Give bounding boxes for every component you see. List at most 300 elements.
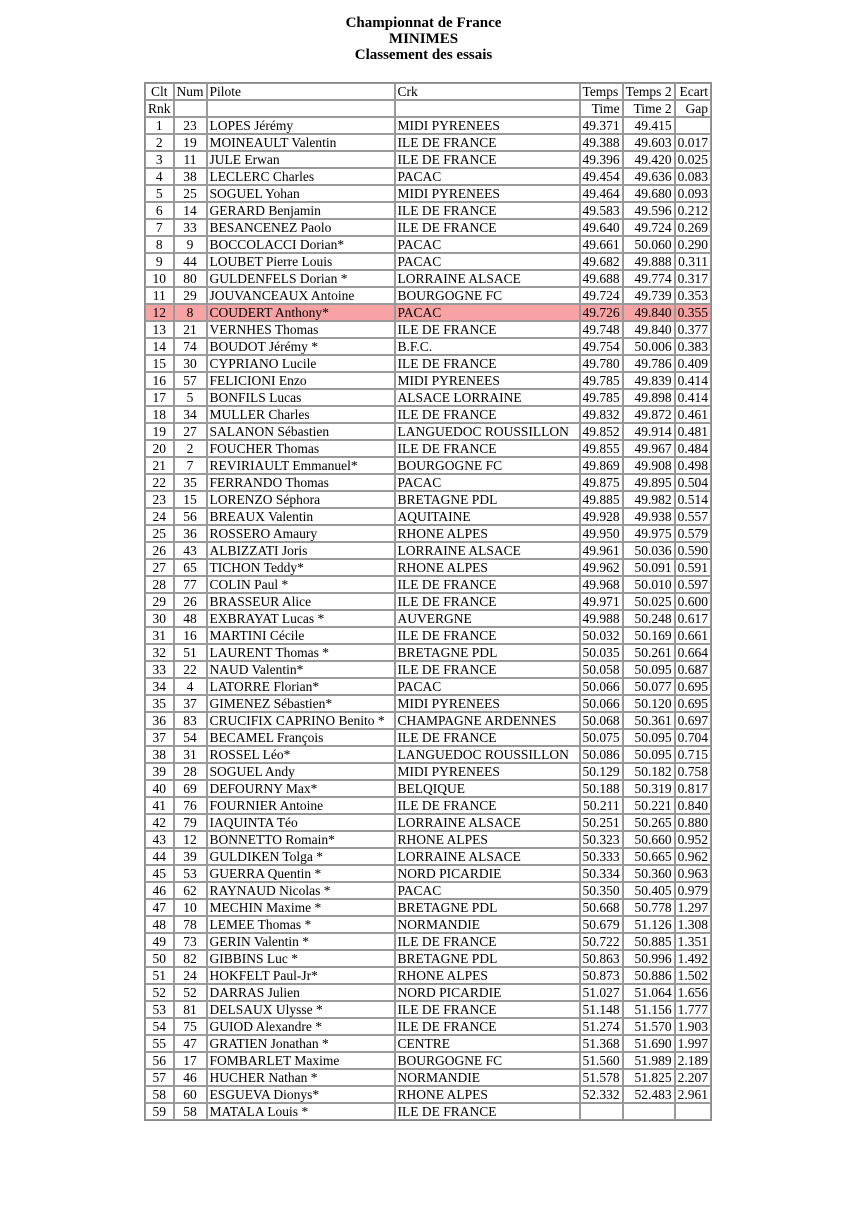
- gap-cell: 0.591: [675, 559, 711, 576]
- driver-name-cell: EXBRAYAT Lucas *: [207, 610, 395, 627]
- driver-name-cell: BREAUX Valentin: [207, 508, 395, 525]
- region-cell: CHAMPAGNE ARDENNES: [395, 712, 580, 729]
- number-cell: 24: [174, 967, 207, 984]
- rank-cell: 45: [145, 865, 174, 882]
- driver-name-cell: DELSAUX Ulysse *: [207, 1001, 395, 1018]
- time2-cell: 50.319: [623, 780, 675, 797]
- table-row: [145, 202, 711, 219]
- region-cell: BRETAGNE PDL: [395, 899, 580, 916]
- number-cell: 9: [174, 236, 207, 253]
- gap-cell: 2.207: [675, 1069, 711, 1086]
- number-cell: 35: [174, 474, 207, 491]
- gap-cell: 0.311: [675, 253, 711, 270]
- time-cell: 50.350: [580, 882, 623, 899]
- rank-cell: 49: [145, 933, 174, 950]
- gap-cell: 0.290: [675, 236, 711, 253]
- table-row: [145, 219, 711, 236]
- time-cell: 49.971: [580, 593, 623, 610]
- region-cell: AQUITAINE: [395, 508, 580, 525]
- rank-cell: 52: [145, 984, 174, 1001]
- table-row: [145, 695, 711, 712]
- column-subheader-empty: [395, 100, 580, 117]
- time2-cell: 50.361: [623, 712, 675, 729]
- table-row: [145, 287, 711, 304]
- number-cell: 80: [174, 270, 207, 287]
- time2-cell: 49.415: [623, 117, 675, 134]
- region-cell: NORMANDIE: [395, 916, 580, 933]
- table-row: [145, 712, 711, 729]
- driver-name-cell: GERIN Valentin *: [207, 933, 395, 950]
- time2-cell: 50.077: [623, 678, 675, 695]
- time2-cell: 49.839: [623, 372, 675, 389]
- time-cell: 49.875: [580, 474, 623, 491]
- table-row: [145, 559, 711, 576]
- driver-name-cell: DEFOURNY Max*: [207, 780, 395, 797]
- time2-cell: 50.060: [623, 236, 675, 253]
- time-cell: 49.832: [580, 406, 623, 423]
- time2-cell: 50.778: [623, 899, 675, 916]
- number-cell: 76: [174, 797, 207, 814]
- driver-name-cell: LOUBET Pierre Louis: [207, 253, 395, 270]
- time2-cell: 50.265: [623, 814, 675, 831]
- time2-cell: 50.091: [623, 559, 675, 576]
- table-row: [145, 134, 711, 151]
- time2-cell: 50.006: [623, 338, 675, 355]
- time2-cell: 51.156: [623, 1001, 675, 1018]
- time-cell: 49.454: [580, 168, 623, 185]
- gap-cell: 0.409: [675, 355, 711, 372]
- gap-cell: 0.414: [675, 372, 711, 389]
- region-cell: RHONE ALPES: [395, 559, 580, 576]
- table-row: [145, 474, 711, 491]
- driver-name-cell: ROSSEL Léo*: [207, 746, 395, 763]
- number-cell: 16: [174, 627, 207, 644]
- table-row: [145, 865, 711, 882]
- number-cell: 29: [174, 287, 207, 304]
- gap-cell: 0.481: [675, 423, 711, 440]
- column-header-clt: Clt: [145, 83, 174, 100]
- driver-name-cell: BONNETTO Romain*: [207, 831, 395, 848]
- rank-cell: 43: [145, 831, 174, 848]
- rank-cell: 15: [145, 355, 174, 372]
- region-cell: RHONE ALPES: [395, 831, 580, 848]
- region-cell: RHONE ALPES: [395, 967, 580, 984]
- time-cell: 50.075: [580, 729, 623, 746]
- gap-cell: 0.484: [675, 440, 711, 457]
- table-row: [145, 525, 711, 542]
- driver-name-cell: GUERRA Quentin *: [207, 865, 395, 882]
- driver-name-cell: FOMBARLET Maxime: [207, 1052, 395, 1069]
- rank-cell: 8: [145, 236, 174, 253]
- driver-name-cell: HUCHER Nathan *: [207, 1069, 395, 1086]
- rank-cell: 25: [145, 525, 174, 542]
- region-cell: BOURGOGNE FC: [395, 1052, 580, 1069]
- time-cell: 49.968: [580, 576, 623, 593]
- rank-cell: 58: [145, 1086, 174, 1103]
- gap-cell: 1.656: [675, 984, 711, 1001]
- rank-cell: 35: [145, 695, 174, 712]
- number-cell: 56: [174, 508, 207, 525]
- table-row: [145, 1001, 711, 1018]
- driver-name-cell: DARRAS Julien: [207, 984, 395, 1001]
- time2-cell: 49.724: [623, 219, 675, 236]
- rank-cell: 31: [145, 627, 174, 644]
- driver-name-cell: MATALA Louis *: [207, 1103, 395, 1120]
- column-header-ecart: Ecart: [675, 83, 711, 100]
- number-cell: 44: [174, 253, 207, 270]
- rank-cell: 44: [145, 848, 174, 865]
- time2-cell: [623, 1103, 675, 1120]
- driver-name-cell: GRATIEN Jonathan *: [207, 1035, 395, 1052]
- gap-cell: 0.687: [675, 661, 711, 678]
- time2-cell: 49.888: [623, 253, 675, 270]
- time2-cell: 49.908: [623, 457, 675, 474]
- time2-cell: 50.025: [623, 593, 675, 610]
- time2-cell: 50.120: [623, 695, 675, 712]
- region-cell: ILE DE FRANCE: [395, 355, 580, 372]
- number-cell: 28: [174, 763, 207, 780]
- time2-cell: 49.895: [623, 474, 675, 491]
- table-row: [145, 542, 711, 559]
- number-cell: 73: [174, 933, 207, 950]
- column-header-pilote: Pilote: [207, 83, 395, 100]
- time-cell: 50.066: [580, 678, 623, 695]
- table-row: [145, 270, 711, 287]
- rank-cell: 36: [145, 712, 174, 729]
- time-cell: 49.852: [580, 423, 623, 440]
- rank-cell: 19: [145, 423, 174, 440]
- gap-cell: 0.269: [675, 219, 711, 236]
- number-cell: 62: [174, 882, 207, 899]
- rank-cell: 23: [145, 491, 174, 508]
- number-cell: 78: [174, 916, 207, 933]
- table-row: [145, 168, 711, 185]
- number-cell: 14: [174, 202, 207, 219]
- region-cell: MIDI PYRENEES: [395, 763, 580, 780]
- driver-name-cell: GULDIKEN Tolga *: [207, 848, 395, 865]
- rank-cell: 59: [145, 1103, 174, 1120]
- rank-cell: 22: [145, 474, 174, 491]
- number-cell: 47: [174, 1035, 207, 1052]
- time2-cell: 49.603: [623, 134, 675, 151]
- region-cell: MIDI PYRENEES: [395, 185, 580, 202]
- rank-cell: 42: [145, 814, 174, 831]
- rank-cell: 48: [145, 916, 174, 933]
- table-row-highlighted: [145, 304, 711, 321]
- number-cell: 17: [174, 1052, 207, 1069]
- region-cell: LANGUEDOC ROUSSILLON: [395, 746, 580, 763]
- time-cell: 51.368: [580, 1035, 623, 1052]
- time2-cell: 49.840: [623, 304, 675, 321]
- rank-cell: 28: [145, 576, 174, 593]
- region-cell: BRETAGNE PDL: [395, 644, 580, 661]
- gap-cell: [675, 117, 711, 134]
- number-cell: 43: [174, 542, 207, 559]
- gap-cell: 0.661: [675, 627, 711, 644]
- time-cell: 50.334: [580, 865, 623, 882]
- region-cell: PACAC: [395, 304, 580, 321]
- table-row: [145, 372, 711, 389]
- time-cell: 49.396: [580, 151, 623, 168]
- time2-cell: 49.914: [623, 423, 675, 440]
- rank-cell: 13: [145, 321, 174, 338]
- rank-cell: 3: [145, 151, 174, 168]
- region-cell: NORD PICARDIE: [395, 865, 580, 882]
- number-cell: 82: [174, 950, 207, 967]
- time-cell: 50.066: [580, 695, 623, 712]
- number-cell: 51: [174, 644, 207, 661]
- number-cell: 23: [174, 117, 207, 134]
- number-cell: 77: [174, 576, 207, 593]
- gap-cell: 0.979: [675, 882, 711, 899]
- number-cell: 34: [174, 406, 207, 423]
- time-cell: 50.086: [580, 746, 623, 763]
- table-row: [145, 984, 711, 1001]
- driver-name-cell: LOPES Jérémy: [207, 117, 395, 134]
- gap-cell: 1.308: [675, 916, 711, 933]
- column-subheader-empty: [174, 100, 207, 117]
- table-row: [145, 253, 711, 270]
- driver-name-cell: BOUDOT Jérémy *: [207, 338, 395, 355]
- rank-cell: 26: [145, 542, 174, 559]
- driver-name-cell: FELICIONI Enzo: [207, 372, 395, 389]
- number-cell: 54: [174, 729, 207, 746]
- number-cell: 60: [174, 1086, 207, 1103]
- gap-cell: 0.695: [675, 695, 711, 712]
- driver-name-cell: MARTINI Cécile: [207, 627, 395, 644]
- number-cell: 65: [174, 559, 207, 576]
- gap-cell: 0.840: [675, 797, 711, 814]
- table-row: [145, 627, 711, 644]
- gap-cell: 1.502: [675, 967, 711, 984]
- rank-cell: 7: [145, 219, 174, 236]
- time2-cell: 49.636: [623, 168, 675, 185]
- region-cell: ILE DE FRANCE: [395, 1103, 580, 1120]
- gap-cell: 1.351: [675, 933, 711, 950]
- time2-cell: 50.010: [623, 576, 675, 593]
- time2-cell: 50.221: [623, 797, 675, 814]
- time2-cell: 50.248: [623, 610, 675, 627]
- table-row: [145, 423, 711, 440]
- number-cell: 39: [174, 848, 207, 865]
- region-cell: ILE DE FRANCE: [395, 627, 580, 644]
- time2-cell: 49.596: [623, 202, 675, 219]
- time-cell: 49.640: [580, 219, 623, 236]
- column-header-temps2: Temps 2: [623, 83, 675, 100]
- rank-cell: 1: [145, 117, 174, 134]
- time-cell: 49.780: [580, 355, 623, 372]
- number-cell: 75: [174, 1018, 207, 1035]
- driver-name-cell: COLIN Paul *: [207, 576, 395, 593]
- rank-cell: 56: [145, 1052, 174, 1069]
- rank-cell: 50: [145, 950, 174, 967]
- driver-name-cell: SALANON Sébastien: [207, 423, 395, 440]
- number-cell: 11: [174, 151, 207, 168]
- table-row: [145, 406, 711, 423]
- region-cell: BRETAGNE PDL: [395, 491, 580, 508]
- time-cell: 49.885: [580, 491, 623, 508]
- time-cell: 49.962: [580, 559, 623, 576]
- time2-cell: 50.261: [623, 644, 675, 661]
- region-cell: ILE DE FRANCE: [395, 797, 580, 814]
- time2-cell: 50.095: [623, 661, 675, 678]
- rank-cell: 41: [145, 797, 174, 814]
- table-row: [145, 746, 711, 763]
- gap-cell: 0.952: [675, 831, 711, 848]
- gap-cell: 2.189: [675, 1052, 711, 1069]
- table-row: [145, 831, 711, 848]
- driver-name-cell: GIBBINS Luc *: [207, 950, 395, 967]
- driver-name-cell: FERRANDO Thomas: [207, 474, 395, 491]
- region-cell: PACAC: [395, 168, 580, 185]
- rank-cell: 5: [145, 185, 174, 202]
- table-row: [145, 508, 711, 525]
- region-cell: ILE DE FRANCE: [395, 933, 580, 950]
- gap-cell: 0.017: [675, 134, 711, 151]
- region-cell: CENTRE: [395, 1035, 580, 1052]
- region-cell: LORRAINE ALSACE: [395, 814, 580, 831]
- table-row: [145, 661, 711, 678]
- category-title: MINIMES: [388, 31, 459, 47]
- championship-title: Championnat de France: [345, 15, 502, 31]
- column-subheader-empty: [207, 100, 395, 117]
- region-cell: PACAC: [395, 882, 580, 899]
- time-cell: 50.058: [580, 661, 623, 678]
- table-row: [145, 389, 711, 406]
- time2-cell: 50.660: [623, 831, 675, 848]
- table-row: [145, 151, 711, 168]
- table-row: [145, 610, 711, 627]
- driver-name-cell: BECAMEL François: [207, 729, 395, 746]
- rank-cell: 57: [145, 1069, 174, 1086]
- time2-cell: 49.982: [623, 491, 675, 508]
- driver-name-cell: ROSSERO Amaury: [207, 525, 395, 542]
- time-cell: 49.682: [580, 253, 623, 270]
- number-cell: 30: [174, 355, 207, 372]
- driver-name-cell: FOUCHER Thomas: [207, 440, 395, 457]
- table-row: [145, 321, 711, 338]
- number-cell: 12: [174, 831, 207, 848]
- rank-cell: 46: [145, 882, 174, 899]
- gap-cell: 0.695: [675, 678, 711, 695]
- gap-cell: 0.880: [675, 814, 711, 831]
- driver-name-cell: LORENZO Séphora: [207, 491, 395, 508]
- gap-cell: 2.961: [675, 1086, 711, 1103]
- time-cell: 50.873: [580, 967, 623, 984]
- number-cell: 27: [174, 423, 207, 440]
- time-cell: 52.332: [580, 1086, 623, 1103]
- gap-cell: 0.093: [675, 185, 711, 202]
- gap-cell: 1.997: [675, 1035, 711, 1052]
- rank-cell: 14: [145, 338, 174, 355]
- region-cell: ALSACE LORRAINE: [395, 389, 580, 406]
- gap-cell: 0.579: [675, 525, 711, 542]
- time-cell: 49.388: [580, 134, 623, 151]
- time-cell: 51.560: [580, 1052, 623, 1069]
- time-cell: 49.583: [580, 202, 623, 219]
- number-cell: 4: [174, 678, 207, 695]
- document-header: [0, 15, 847, 63]
- region-cell: BRETAGNE PDL: [395, 950, 580, 967]
- time2-cell: 50.095: [623, 746, 675, 763]
- driver-name-cell: ESGUEVA Dionys*: [207, 1086, 395, 1103]
- rank-cell: 2: [145, 134, 174, 151]
- gap-cell: 0.212: [675, 202, 711, 219]
- driver-name-cell: RAYNAUD Nicolas *: [207, 882, 395, 899]
- rank-cell: 33: [145, 661, 174, 678]
- region-cell: RHONE ALPES: [395, 1086, 580, 1103]
- rank-cell: 24: [145, 508, 174, 525]
- number-cell: 48: [174, 610, 207, 627]
- column-subheader-time: Time: [580, 100, 623, 117]
- region-cell: ILE DE FRANCE: [395, 219, 580, 236]
- region-cell: ILE DE FRANCE: [395, 1018, 580, 1035]
- rank-cell: 39: [145, 763, 174, 780]
- column-header-crk: Crk: [395, 83, 580, 100]
- number-cell: 37: [174, 695, 207, 712]
- time-cell: 50.323: [580, 831, 623, 848]
- gap-cell: 0.758: [675, 763, 711, 780]
- time-cell: 50.068: [580, 712, 623, 729]
- region-cell: ILE DE FRANCE: [395, 321, 580, 338]
- driver-name-cell: GIMENEZ Sébastien*: [207, 695, 395, 712]
- time2-cell: 49.680: [623, 185, 675, 202]
- driver-name-cell: BOCCOLACCI Dorian*: [207, 236, 395, 253]
- gap-cell: 0.704: [675, 729, 711, 746]
- number-cell: 58: [174, 1103, 207, 1120]
- time2-cell: 49.938: [623, 508, 675, 525]
- time-cell: 50.668: [580, 899, 623, 916]
- region-cell: ILE DE FRANCE: [395, 202, 580, 219]
- table-row: [145, 933, 711, 950]
- column-subheader-time2: Time 2: [623, 100, 675, 117]
- gap-cell: 0.083: [675, 168, 711, 185]
- time-cell: 49.464: [580, 185, 623, 202]
- region-cell: PACAC: [395, 253, 580, 270]
- driver-name-cell: GUIOD Alexandre *: [207, 1018, 395, 1035]
- rank-cell: 10: [145, 270, 174, 287]
- table-row: [145, 117, 711, 134]
- time2-cell: 51.126: [623, 916, 675, 933]
- driver-name-cell: REVIRIAULT Emmanuel*: [207, 457, 395, 474]
- gap-cell: 1.492: [675, 950, 711, 967]
- time-cell: 49.928: [580, 508, 623, 525]
- table-row: [145, 780, 711, 797]
- table-row: [145, 185, 711, 202]
- time2-cell: 51.825: [623, 1069, 675, 1086]
- number-cell: 7: [174, 457, 207, 474]
- rank-cell: 40: [145, 780, 174, 797]
- time2-cell: 50.665: [623, 848, 675, 865]
- column-subheader-rnk: Rnk: [145, 100, 174, 117]
- table-row: [145, 848, 711, 865]
- number-cell: 74: [174, 338, 207, 355]
- region-cell: ILE DE FRANCE: [395, 440, 580, 457]
- table-row: [145, 491, 711, 508]
- driver-name-cell: GERARD Benjamin: [207, 202, 395, 219]
- number-cell: 83: [174, 712, 207, 729]
- time-cell: 51.274: [580, 1018, 623, 1035]
- time-cell: 50.333: [580, 848, 623, 865]
- time-cell: 49.726: [580, 304, 623, 321]
- driver-name-cell: BESANCENEZ Paolo: [207, 219, 395, 236]
- driver-name-cell: CRUCIFIX CAPRINO Benito *: [207, 712, 395, 729]
- table-row: [145, 678, 711, 695]
- region-cell: NORMANDIE: [395, 1069, 580, 1086]
- table-row: [145, 967, 711, 984]
- gap-cell: 0.377: [675, 321, 711, 338]
- gap-cell: 0.383: [675, 338, 711, 355]
